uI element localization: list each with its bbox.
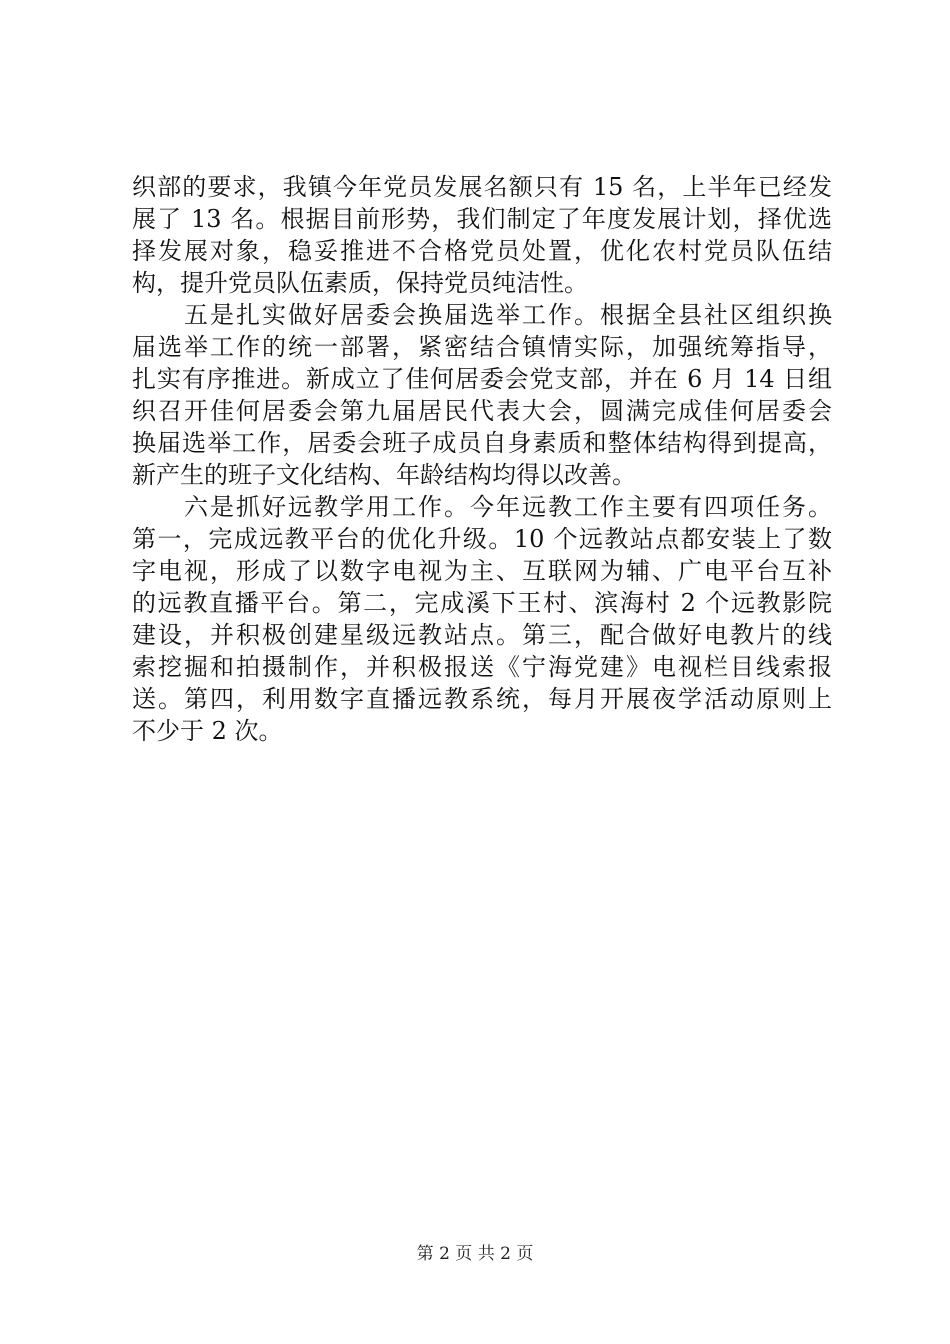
document-body: [132, 171, 832, 747]
paragraph: [132, 491, 832, 747]
text-line: 建设，并积极创建星级远教站点。第三，配合做好电教片的线: [132, 621, 832, 649]
text-line: 扎实有序推进。新成立了佳何居委会党支部，并在 6 月 14 日组: [132, 365, 832, 393]
text-line: 送。第四，利用数字直播远教系统，每月开展夜学活动原则上: [132, 685, 832, 713]
text-line: 第一，完成远教平台的优化升级。10 个远教站点都安装上了数: [132, 525, 832, 553]
text-line: 构，提升党员队伍素质，保持党员纯洁性。: [132, 269, 588, 297]
text-line: 五是扎实做好居委会换届选举工作。根据全县社区组织换: [184, 301, 832, 329]
text-line: 届选举工作的统一部署，紧密结合镇情实际，加强统筹指导，: [132, 333, 832, 361]
text-line: 展了 13 名。根据目前形势，我们制定了年度发展计划，择优选: [132, 205, 832, 233]
text-line: 换届选举工作，居委会班子成员自身素质和整体结构得到提高，: [132, 429, 832, 457]
text-line: 索挖掘和拍摄制作，并积极报送《宁海党建》电视栏目线索报: [132, 653, 832, 681]
text-line: 择发展对象，稳妥推进不合格党员处置，优化农村党员队伍结: [132, 237, 832, 265]
text-line: 新产生的班子文化结构、年龄结构均得以改善。: [132, 461, 636, 489]
text-line: 不少于 2 次。: [132, 717, 283, 745]
text-line: 织部的要求，我镇今年党员发展名额只有 15 名，上半年已经发: [132, 173, 832, 201]
text-line: 六是抓好远教学用工作。今年远教工作主要有四项任务。: [184, 493, 832, 521]
text-line: 的远教直播平台。第二，完成溪下王村、滨海村 2 个远教影院: [132, 589, 832, 617]
paragraph: [132, 171, 832, 299]
paragraph: [132, 299, 832, 491]
text-line: 织召开佳何居委会第九届居民代表大会，圆满完成佳何居委会: [132, 397, 832, 425]
page-footer: 第 2 页 共 2 页: [416, 1244, 534, 1264]
text-line: 字电视，形成了以数字电视为主、互联网为辅、广电平台互补: [132, 557, 832, 585]
